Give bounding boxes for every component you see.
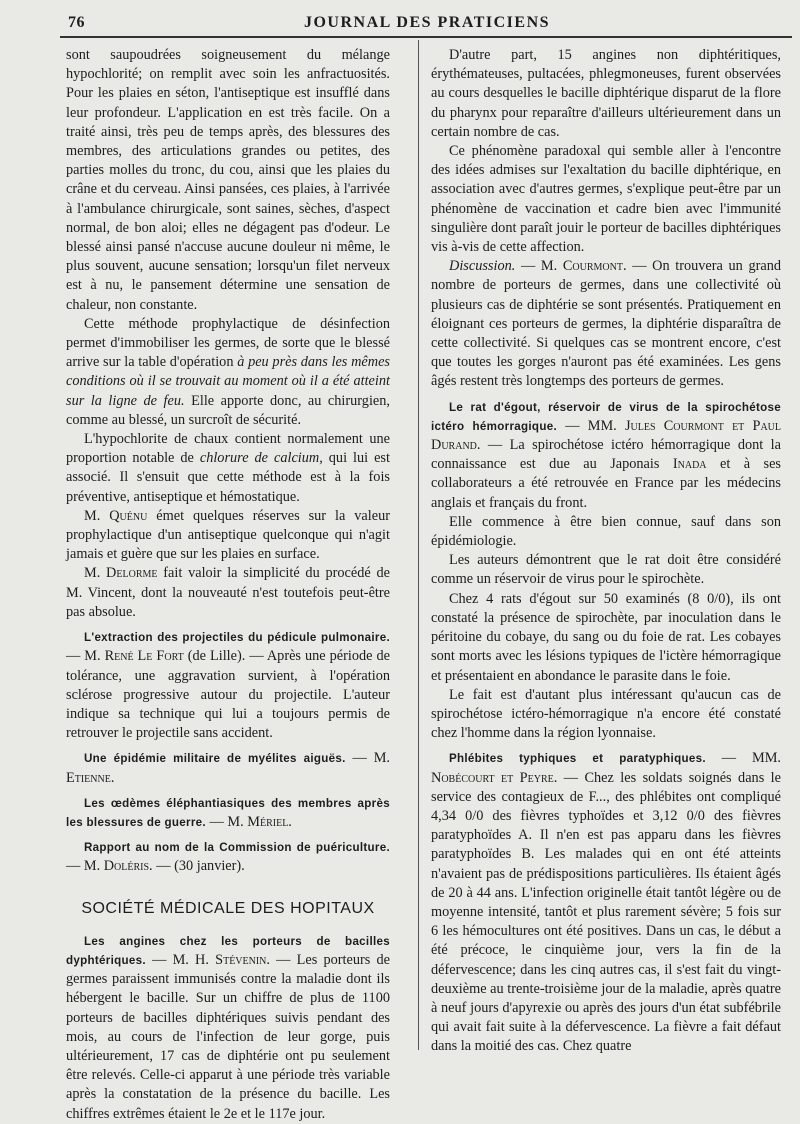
- entry-title: Les œdèmes éléphantiasiques des membres après les blessures de guerre.: [66, 796, 390, 829]
- entry-author: — M. H. Stévenin.: [152, 951, 270, 968]
- communication-entry: [431, 398, 781, 513]
- communication-entry: [66, 628, 390, 743]
- entry-text: — Les porteurs de germes paraissent immunisés contre la maladie dont ils hébergent le bacille. Sur un chiffre de plus de 1100 porteurs de bacilles diphtériques suivis pendant des mois, au cours de l'infection de leur gorge, puis ultérieurement, 17 cas de diphtérie ont pu seulement être relevés. Celle-ci apparut à une période très variable après la constatation de la présence du bacille. Les chiffres extrêmes étaient le 2e et le 117e jour.: [66, 951, 390, 1122]
- paragraph: [66, 507, 390, 565]
- entry-text: — Chez les soldats soignés dans le service des contagieux de F..., des phlébites ont compliqué 4,34 0/0 des fièvres typhoïdes et 3,12 0/0 des fièvres paratyphoïdes A. Il n'en est pas apparu dans les fièvres paratyphoïdes B. Les malades qui en ont été atteints n'avaient pas de prédispositions particulières. Ils étaient âgés de 20 à 44 ans. L'infection originelle était tantôt légère ou de moyenne intensité, tantôt et plus rarement sévère; 5 fois sur 6 les hémocultures ont été positives. Dans un cas, le début a été précoce, le cinquième jour, vers la fin de la défervescence; dans les cinq autres cas, il s'est fait du vingt-deuxième au trente-troisième jour de la maladie, après quatre à neuf jours d'apyrexie ou après des jours d'un état subfébrile qui avait fait suite à la défervescence. La fièvre a fait défaut dans la moitié des cas. Chez quatre: [431, 769, 781, 1055]
- entry-author: — M. René Le Fort: [66, 648, 184, 665]
- italic-run: à peu près dans les mêmes conditions où il se trouvait au moment où il a été atteint sur la ligne de feu.: [66, 354, 390, 409]
- paragraph: D'autre part, 15 angines non diphtéritiques, érythémateuses, pultacées, phlegmoneuses, furent observées au cours desquelles le bacille diphtérique disparut de la flore du pharynx pour reparaître d'ailleurs ultérieurement dans un certain nombre de cas.: [431, 47, 781, 140]
- paragraph: Elle commence à être bien connue, sauf dans son épidémiologie.: [431, 513, 781, 550]
- communication-entry: [431, 749, 781, 1056]
- entry-title: Rapport au nom de la Commission de puériculture.: [84, 841, 390, 855]
- entry-date: — (30 janvier).: [156, 858, 245, 875]
- paragraph: Ce phénomène paradoxal qui semble aller à l'encontre des idées admises sur l'exaltation du bacille diphtérique, en association avec d'autres germes, s'explique peut-être par un phénomène de vaccination et cadre bien avec l'immunité singulière dont paraît jouir le porteur de bacilles diphtériques vis à-vis de cette affection.: [431, 143, 781, 256]
- header-rule: [60, 36, 792, 38]
- section-title: SOCIÉTÉ MÉDICALE DES HOPITAUX: [81, 899, 375, 917]
- discussion-label: Discussion.: [449, 258, 516, 275]
- entry-text: — La spirochétose ictéro hémorragique dont la connaissance est due au Japonais: [431, 437, 781, 473]
- author-name: M. Quénu: [84, 507, 148, 524]
- entry-title: L'extraction des projectiles du pédicule pulmonaire.: [84, 631, 390, 645]
- paragraph: [66, 430, 390, 507]
- paragraph: Les auteurs démontrent que le rat doit être considéré comme un réservoir de virus pour le spirochète.: [431, 552, 781, 588]
- page-header: [62, 10, 792, 36]
- paragraph: sont saupoudrées soigneusement du mélange hypochlorité; on remplit avec soin les anfractuosités. Pour les plaies en séton, l'antiseptique est insufflé dans leur profondeur. L'application en est très facile. On a traité ainsi, très peu de temps après, des blessures des membres, des articulations grandes ou petites, des parties molles du tronc, du cou, ainsi que les plaies du crâne et du cerveau. Ainsi pansées, ces plaies, à l'arrivée à l'ambulance chirurgicale, sont saines, sèches, d'aspect normal, de bon aloi; elles ne dégagent pas d'odeur. Le blessé ainsi pansé n'accuse aucune douleur ni même, le plus souvent, aucune sensation; lorsqu'un filet nerveux est à nu, le pansement détermine une sensation de chaleur, non constante.: [66, 47, 390, 313]
- communication-entry: [66, 838, 390, 876]
- paragraph: [431, 257, 781, 391]
- entry-author: — MM. Jules Courmont et Paul Durand.: [431, 417, 782, 454]
- running-title: JOURNAL DES PRATICIENS: [303, 14, 551, 31]
- italic-run: chlorure de calcium,: [199, 450, 323, 467]
- text-run: L'hypochlorite de chaux contient normalement une proportion notable de: [66, 431, 390, 467]
- entry-author: — M. Doléris.: [66, 858, 153, 875]
- entry-author: — M. Mériel.: [209, 813, 292, 830]
- paragraph: Chez 4 rats d'égout sur 50 examinés (8 0/0), ils ont constaté la présence de spirochète, par inoculation dans le péritoine du cobaye, du sang ou du foie de rat. Les cobayes sont morts avec les lésions typiques de l'ictère hémorragique et présentaient en abondance le parasite dans le foie.: [431, 590, 781, 684]
- text-run: — On trouvera un grand nombre de porteurs de germes, dans une collectivité où plusieurs cas de diphtérie se sont présentés. Pratiquement en éloignant ces porteurs de germes, la diphtérie disparaîtra de cette collectivité. Si quelques cas se montrent encore, c'est que toutes les gorges n'auront pas été examinées. Les gens âgés restent très longtemps des porteurs de germes.: [431, 258, 782, 390]
- author-name: Inada: [672, 456, 707, 473]
- paragraph: [66, 564, 390, 622]
- entry-text: (de Lille). — Après une période de tolérance, une aggravation survient, à l'opération sclérose progressive autour du projectile. L'auteur indique sa technique qui lui a toujours permis de retrouver le projectile sans accident.: [66, 648, 390, 742]
- text-run: Cette méthode prophylactique de désinfection permet d'immobiliser les germes, de sorte que le blessé arrive sur la table d'opération: [66, 315, 390, 371]
- entry-title: Une épidémie militaire de myélites aiguës.: [84, 752, 346, 766]
- text-run: Elle apporte donc, au chirurgien, comme au blessé, un surcroît de sécurité.: [66, 392, 390, 428]
- entry-author: — M. Etienne.: [66, 750, 390, 786]
- text-run: qui lui est associé. Il s'ensuit que cette méthode est à la fois préventive, antiseptique et hémostatique.: [66, 450, 390, 505]
- entry-title: Le rat d'égout, réservoir de virus de la spirochétose ictéro hémorragique.: [431, 400, 781, 433]
- column-divider: [418, 40, 419, 1050]
- text-run: fait valoir la simplicité du procédé de M. Vincent, dont la nouveauté n'est toutefois peut-être pas absolue.: [66, 565, 390, 620]
- text-run: émet quelques réserves sur la valeur prophylactique d'un antiseptique quelconque qui n'agit jamais et guère que sur les plaies en surface.: [66, 507, 390, 563]
- entry-author: — MM. Nobécourt et Peyre.: [431, 750, 781, 786]
- communication-entry: [66, 794, 390, 832]
- author-name: M. Delorme: [84, 565, 158, 582]
- page-number: 76: [68, 14, 85, 31]
- author-name: — M. Courmont.: [520, 258, 627, 275]
- entry-title: Les angines chez les porteurs de bacilles dyphtériques.: [66, 934, 390, 967]
- paragraph: Le fait est d'autant plus intéressant qu'aucun cas de spirochétose ictéro-hémorragique n'a encore été constaté chez l'homme dans la région lyonnaise.: [431, 686, 781, 742]
- communication-entry: [66, 932, 390, 1124]
- communication-entry: [66, 749, 390, 787]
- left-column: [66, 46, 390, 1124]
- entry-text: et à ses collaborateurs a été retrouvée en France par les médecins anglais et français du front.: [431, 456, 781, 511]
- paragraph: [66, 315, 390, 430]
- right-column: [431, 46, 781, 1057]
- entry-title: Phlébites typhiques et paratyphiques.: [449, 752, 706, 766]
